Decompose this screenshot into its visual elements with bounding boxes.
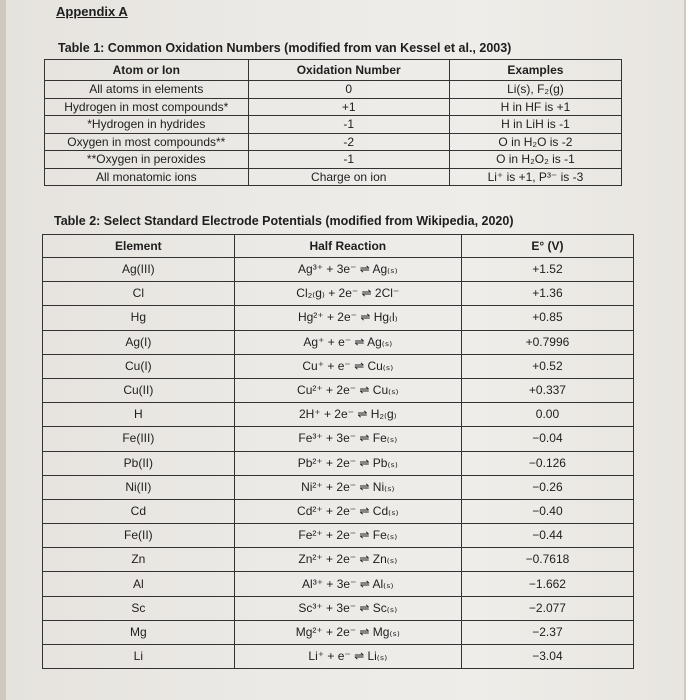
half-reaction-cell: Al³⁺ + 3e⁻ ⇌ Al₍ₛ₎: [234, 572, 461, 596]
atom-cell: Oxygen in most compounds**: [45, 133, 249, 151]
potential-cell: −2.37: [461, 620, 633, 644]
element-cell: Ni(II): [43, 475, 235, 499]
half-reaction-cell: Fe³⁺ + 3e⁻ ⇌ Fe₍ₛ₎: [234, 427, 461, 451]
potential-cell: −0.40: [461, 499, 633, 523]
example-cell: H in HF is +1: [449, 98, 621, 116]
potential-cell: +0.52: [461, 354, 633, 378]
table-row: [45, 133, 622, 151]
example-cell: O in H₂O is -2: [449, 133, 621, 151]
table1-header-atom: Atom or Ion: [45, 60, 249, 81]
half-reaction-cell: Cl₂₍g₎ + 2e⁻ ⇌ 2Cl⁻: [234, 282, 461, 306]
element-cell: Pb(II): [43, 451, 235, 475]
table-row: [43, 524, 634, 548]
half-reaction-cell: Hg²⁺ + 2e⁻ ⇌ Hg₍l₎: [234, 306, 461, 330]
element-cell: Cd: [43, 499, 235, 523]
potential-cell: +0.85: [461, 306, 633, 330]
table2-header-element: Element: [43, 235, 235, 258]
potential-cell: +1.36: [461, 282, 633, 306]
atom-cell: All atoms in elements: [45, 81, 249, 99]
element-cell: Cu(I): [43, 354, 235, 378]
half-reaction-cell: Cu⁺ + e⁻ ⇌ Cu₍ₛ₎: [234, 354, 461, 378]
half-reaction-cell: 2H⁺ + 2e⁻ ⇌ H₂₍g₎: [234, 403, 461, 427]
table-row: [43, 475, 634, 499]
potential-cell: −0.04: [461, 427, 633, 451]
table2-header-half-reaction: Half Reaction: [234, 235, 461, 258]
potential-cell: 0.00: [461, 403, 633, 427]
table-row: [43, 378, 634, 402]
atom-cell: All monatomic ions: [45, 168, 249, 186]
table2-header-row: [43, 235, 634, 258]
potential-cell: −3.04: [461, 645, 633, 669]
table-row: [43, 572, 634, 596]
table1-caption: Table 1: Common Oxidation Numbers (modified from van Kessel et al., 2003): [58, 41, 512, 55]
half-reaction-cell: Li⁺ + e⁻ ⇌ Li₍ₛ₎: [234, 645, 461, 669]
table-row: [45, 151, 622, 169]
potential-cell: −2.077: [461, 596, 633, 620]
potential-cell: +0.337: [461, 378, 633, 402]
atom-cell: *Hydrogen in hydrides: [45, 116, 249, 134]
table-row: [43, 645, 634, 669]
atom-cell: Hydrogen in most compounds*: [45, 98, 249, 116]
half-reaction-cell: Cd²⁺ + 2e⁻ ⇌ Cd₍ₛ₎: [234, 499, 461, 523]
table-row: [43, 330, 634, 354]
example-cell: O in H₂O₂ is -1: [449, 151, 621, 169]
element-cell: Hg: [43, 306, 235, 330]
element-cell: Mg: [43, 620, 235, 644]
table-row: [43, 451, 634, 475]
table-row: [43, 548, 634, 572]
example-cell: Li⁺ is +1, P³⁻ is -3: [449, 168, 621, 186]
oxidation-number-cell: -1: [248, 151, 449, 169]
oxidation-number-cell: -2: [248, 133, 449, 151]
table-row: [43, 306, 634, 330]
example-cell: Li(s), F₂(g): [449, 81, 621, 99]
element-cell: Zn: [43, 548, 235, 572]
table-row: [45, 168, 622, 186]
table2-caption: Table 2: Select Standard Electrode Potentials (modified from Wikipedia, 2020): [54, 214, 514, 228]
table-row: [43, 596, 634, 620]
oxidation-number-cell: Charge on ion: [248, 168, 449, 186]
half-reaction-cell: Cu²⁺ + 2e⁻ ⇌ Cu₍ₛ₎: [234, 378, 461, 402]
table1-header-oxidation: Oxidation Number: [248, 60, 449, 81]
half-reaction-cell: Zn²⁺ + 2e⁻ ⇌ Zn₍ₛ₎: [234, 548, 461, 572]
potential-cell: −0.44: [461, 524, 633, 548]
potential-cell: −1.662: [461, 572, 633, 596]
potential-cell: −0.26: [461, 475, 633, 499]
table-row: [45, 81, 622, 99]
oxidation-number-cell: +1: [248, 98, 449, 116]
element-cell: Al: [43, 572, 235, 596]
electrode-potentials-table: [42, 234, 634, 669]
element-cell: Sc: [43, 596, 235, 620]
table2-header-potential: E° (V): [461, 235, 633, 258]
oxidation-numbers-table: [44, 59, 622, 186]
element-cell: Ag(III): [43, 258, 235, 282]
element-cell: Ag(I): [43, 330, 235, 354]
oxidation-number-cell: 0: [248, 81, 449, 99]
element-cell: Fe(III): [43, 427, 235, 451]
half-reaction-cell: Fe²⁺ + 2e⁻ ⇌ Fe₍ₛ₎: [234, 524, 461, 548]
table-row: [45, 116, 622, 134]
element-cell: H: [43, 403, 235, 427]
potential-cell: +1.52: [461, 258, 633, 282]
table-row: [43, 282, 634, 306]
table-row: [43, 354, 634, 378]
table-row: [45, 98, 622, 116]
half-reaction-cell: Sc³⁺ + 3e⁻ ⇌ Sc₍ₛ₎: [234, 596, 461, 620]
half-reaction-cell: Ag⁺ + e⁻ ⇌ Ag₍ₛ₎: [234, 330, 461, 354]
half-reaction-cell: Ag³⁺ + 3e⁻ ⇌ Ag₍ₛ₎: [234, 258, 461, 282]
oxidation-number-cell: -1: [248, 116, 449, 134]
example-cell: H in LiH is -1: [449, 116, 621, 134]
table-row: [43, 403, 634, 427]
table1-header-examples: Examples: [449, 60, 621, 81]
table-row: [43, 427, 634, 451]
potential-cell: +0.7996: [461, 330, 633, 354]
element-cell: Li: [43, 645, 235, 669]
element-cell: Cu(II): [43, 378, 235, 402]
potential-cell: −0.7618: [461, 548, 633, 572]
half-reaction-cell: Pb²⁺ + 2e⁻ ⇌ Pb₍ₛ₎: [234, 451, 461, 475]
appendix-title: Appendix A: [56, 4, 128, 19]
table-row: [43, 499, 634, 523]
atom-cell: **Oxygen in peroxides: [45, 151, 249, 169]
element-cell: Cl: [43, 282, 235, 306]
half-reaction-cell: Ni²⁺ + 2e⁻ ⇌ Ni₍ₛ₎: [234, 475, 461, 499]
table-row: [43, 258, 634, 282]
potential-cell: −0.126: [461, 451, 633, 475]
half-reaction-cell: Mg²⁺ + 2e⁻ ⇌ Mg₍ₛ₎: [234, 620, 461, 644]
table-row: [43, 620, 634, 644]
element-cell: Fe(II): [43, 524, 235, 548]
table1-header-row: [45, 60, 622, 81]
